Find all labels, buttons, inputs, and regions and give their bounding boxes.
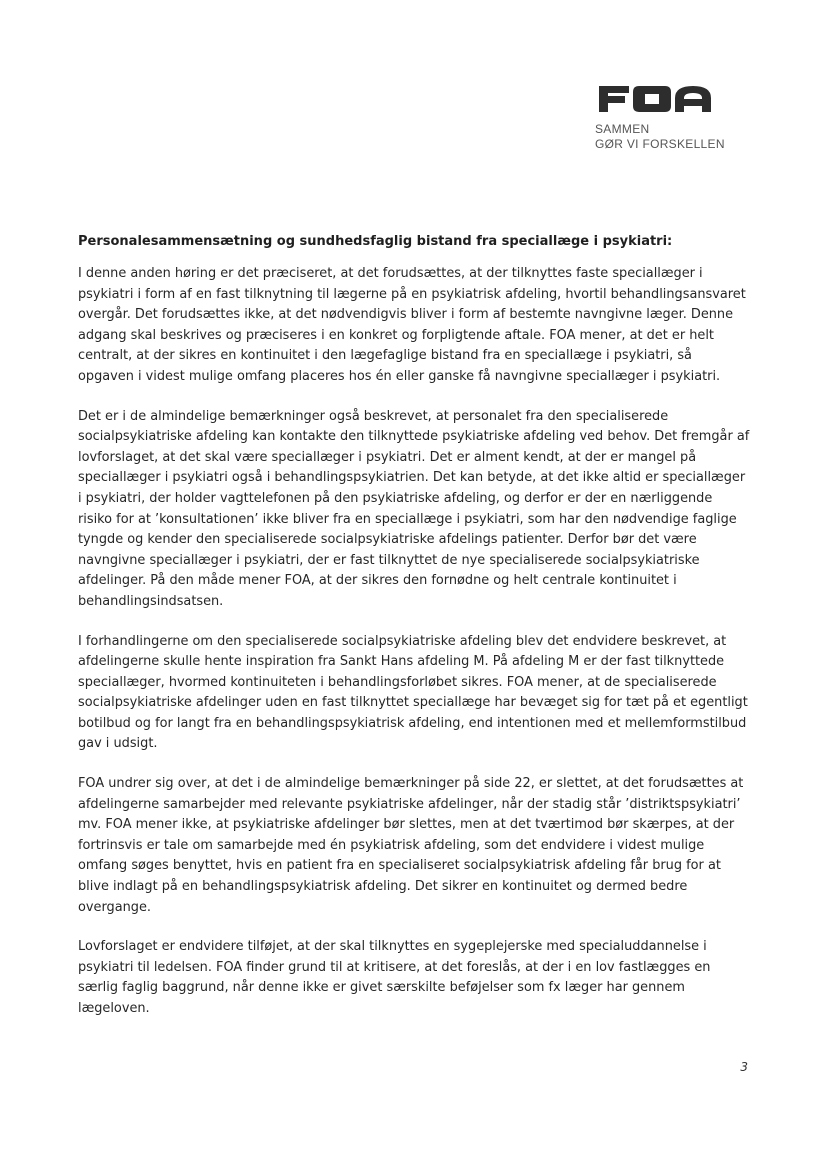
document-body <box>78 232 750 1039</box>
section-heading: Personalesammensætning og sundhedsfaglig bistand fra speciallæge i psykiatri: <box>78 234 673 249</box>
page-number: 3 <box>740 1060 748 1074</box>
paragraph-4: FOA undrer sig over, at det i de almindelige bemærkninger på side 22, er slettet, at det forudsættes at afdelingerne samarbejder med relevante psykiatriske afdelinger, når der stadig står ’distriktspsykiatri’ mv. FOA mener ikke, at psykiatriske afdelinger bør slettes, men at det tværtimod bør skærpes, at der fortrinsvis er tale om samarbejde med én psykiatrisk afdeling, som det endvidere i videst mulige omfang søges benyttet, hvis en patient fra en specialiseret socialpsykiatrisk afdeling får brug for at blive indlagt på en behandlingspsykiatrisk afdeling. Det sikrer en kontinuitet og dermed bedre overgange. <box>78 776 744 915</box>
foa-logo-icon <box>595 82 715 114</box>
paragraph-1: I denne anden høring er det præciseret, at det forudsættes, at der tilknyttes faste speciallæger i psykiatri i form af en fast tilknytning til lægerne på en psykiatrisk afdeling, hvortil behandlingsansvaret overgår. Det forudsættes ikke, at det nødvendigvis bliver i form af bestemte navngivne læger. Denne adgang skal beskrives og præciseres i en konkret og forpligtende aftale. FOA mener, at det er helt centralt, at der sikres en kontinuitet i den lægefaglige bistand fra en speciallæge i psykiatri, så opgaven i videst mulige omfang placeres hos én eller ganske få navngivne speciallæger i psykiatri. <box>78 266 746 384</box>
logo-tagline <box>595 122 725 152</box>
paragraph-2: Det er i de almindelige bemærkninger også beskrevet, at personalet fra den specialiserede socialpsykiatriske afdeling kan kontakte den tilknyttede psykiatriske afdeling ved behov. Det fremgår af lovforslaget, at det skal være speciallæger i psykiatri. Det er alment kendt, at der er mangel på speciallæger i psykiatri også i behandlingspsykiatrien. Det kan betyde, at det ikke altid er speciallæger i psykiatri, der holder vagttelefonen på den psykiatriske afdeling, og derfor er der en nærliggende risiko for at ’konsultationen’ ikke bliver fra en speciallæge i psykiatri, som har den nødvendige faglige tyngde og kender den specialiserede socialpsykiatriske afdelings patienter. Derfor bør det være navngivne speciallæger i psykiatri, der er fast tilknyttet de nye specialiserede socialpsykiatriske afdelinger. På den måde mener FOA, at der sikres den fornødne og helt centrale kontinuitet i behandlingsindsatsen. <box>78 408 750 609</box>
tagline-line-2: GØR VI FORSKELLEN <box>595 137 725 151</box>
tagline-line-1: SAMMEN <box>595 122 650 136</box>
foa-logo <box>595 82 725 152</box>
paragraph-3: I forhandlingerne om den specialiserede socialpsykiatriske afdeling blev det endvidere beskrevet, at afdelingerne skulle hente inspiration fra Sankt Hans afdeling M. På afdeling M er der fast tilknyttede speciallæger, hvormed kontinuiteten i behandlingsforløbet sikres. FOA mener, at de specialiserede socialpsykiatriske afdelinger uden en fast tilknyttet speciallæge har bevæget sig for tæt på et egentligt botilbud og for langt fra en behandlingspsykiatrisk afdeling, end intentionen med et mellemformstilbud gav i udsigt. <box>78 633 748 752</box>
paragraph-5: Lovforslaget er endvidere tilføjet, at der skal tilknyttes en sygeplejerske med specialuddannelse i psykiatri til ledelsen. FOA finder grund til at kritisere, at det foreslås, at der i en lov fastlægges en særlig faglig baggrund, når denne ikke er givet særskilte beføjelser som fx læger har gennem lægeloven. <box>78 939 711 1016</box>
